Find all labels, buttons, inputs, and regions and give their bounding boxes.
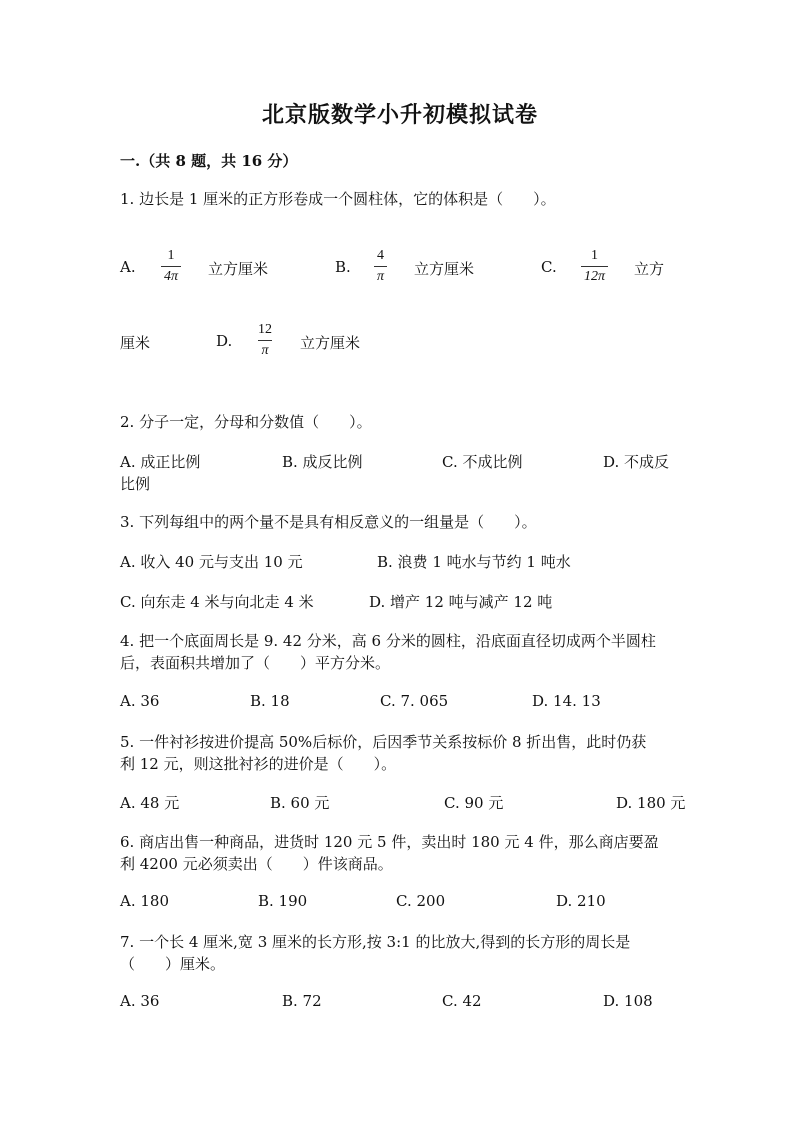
- q3-option-b: B. 浪费 1 吨水与节约 1 吨水: [377, 553, 571, 571]
- q5-option-c: C. 90 元: [444, 794, 504, 812]
- q4-option-a: A. 36: [120, 692, 160, 710]
- question-7-stem-line-2: （ ）厘米。: [120, 955, 226, 973]
- q1-option-a-letter: A.: [120, 258, 136, 276]
- q2-option-d: D. 不成反: [603, 453, 670, 471]
- q7-option-a: A. 36: [120, 992, 160, 1010]
- q4-option-d: D. 14. 13: [532, 692, 601, 710]
- q1-option-c-unit-continued: 厘米: [120, 334, 151, 352]
- fraction-numerator: 4: [377, 248, 384, 263]
- question-4-stem-line-2: 后，表面积共增加了（ ）平方分米。: [120, 654, 391, 672]
- q2-option-a: A. 成正比例: [120, 453, 201, 471]
- q1-option-b-unit: 立方厘米: [414, 260, 475, 278]
- q3-option-d: D. 增产 12 吨与减产 12 吨: [369, 593, 553, 611]
- fraction-denominator: π: [374, 266, 387, 285]
- question-1-stem: 1. 边长是 1 厘米的正方形卷成一个圆柱体，它的体积是（ ）。: [120, 190, 556, 208]
- question-7-stem-line-1: 7. 一个长 4 厘米,宽 3 厘米的长方形,按 3:1 的比放大,得到的长方形的周长是: [120, 933, 631, 951]
- q3-option-c: C. 向东走 4 米与向北走 4 米: [120, 593, 314, 611]
- question-5-stem-line-1: 5. 一件衬衫按进价提高 50%后标价，后因季节关系按标价 8 折出售，此时仍获: [120, 733, 647, 751]
- fraction-numerator: 1: [167, 248, 175, 263]
- q1-option-c-fraction: [581, 248, 608, 285]
- question-5-stem-line-2: 利 12 元，则这批衬衫的进价是（ ）。: [120, 755, 397, 773]
- q7-option-b: B. 72: [282, 992, 322, 1010]
- question-6-stem-line-2: 利 4200 元必须卖出（ ）件该商品。: [120, 855, 393, 873]
- fraction-numerator: 1: [591, 248, 598, 263]
- section-heading: 一.（共 8 题，共 16 分）: [120, 152, 298, 170]
- page-title: 北京版数学小升初模拟试卷: [261, 102, 538, 128]
- q1-option-c-unit: 立方: [634, 260, 665, 278]
- fraction-denominator: 4π: [161, 266, 181, 285]
- fraction-denominator: 12π: [581, 266, 608, 285]
- q5-option-d: D. 180 元: [616, 794, 686, 812]
- fraction-denominator: π: [258, 340, 271, 359]
- q6-option-c: C. 200: [396, 892, 446, 910]
- q4-option-b: B. 18: [250, 692, 290, 710]
- q1-option-a-fraction: [161, 248, 181, 285]
- q1-option-d-letter: D.: [216, 332, 233, 350]
- question-3-stem: 3. 下列每组中的两个量不是具有相反意义的一组量是（ ）。: [120, 513, 537, 531]
- q6-option-b: B. 190: [258, 892, 308, 910]
- q2-option-d-continued: 比例: [120, 475, 151, 493]
- q7-option-d: D. 108: [603, 992, 653, 1010]
- q1-option-b-letter: B.: [335, 258, 351, 276]
- q1-option-c-letter: C.: [541, 258, 557, 276]
- question-6-stem-line-1: 6. 商店出售一种商品，进货时 120 元 5 件，卖出时 180 元 4 件，那么商店要盈: [120, 833, 659, 851]
- q7-option-c: C. 42: [442, 992, 482, 1010]
- q1-option-d-unit: 立方厘米: [300, 334, 361, 352]
- q2-option-b: B. 成反比例: [282, 453, 363, 471]
- q6-option-a: A. 180: [120, 892, 169, 910]
- q3-option-a: A. 收入 40 元与支出 10 元: [120, 553, 303, 571]
- q1-option-a-unit: 立方厘米: [208, 260, 269, 278]
- q4-option-c: C. 7. 065: [380, 692, 449, 710]
- fraction-numerator: 12: [258, 322, 272, 337]
- q6-option-d: D. 210: [556, 892, 606, 910]
- q2-option-c: C. 不成比例: [442, 453, 523, 471]
- q5-option-b: B. 60 元: [270, 794, 330, 812]
- question-2-stem: 2. 分子一定，分母和分数值（ ）。: [120, 413, 372, 431]
- question-4-stem-line-1: 4. 把一个底面周长是 9. 42 分米，高 6 分米的圆柱，沿底面直径切成两个半圆柱: [120, 632, 656, 650]
- q1-option-b-fraction: [374, 248, 387, 285]
- q5-option-a: A. 48 元: [120, 794, 180, 812]
- q1-option-d-fraction: [255, 322, 275, 359]
